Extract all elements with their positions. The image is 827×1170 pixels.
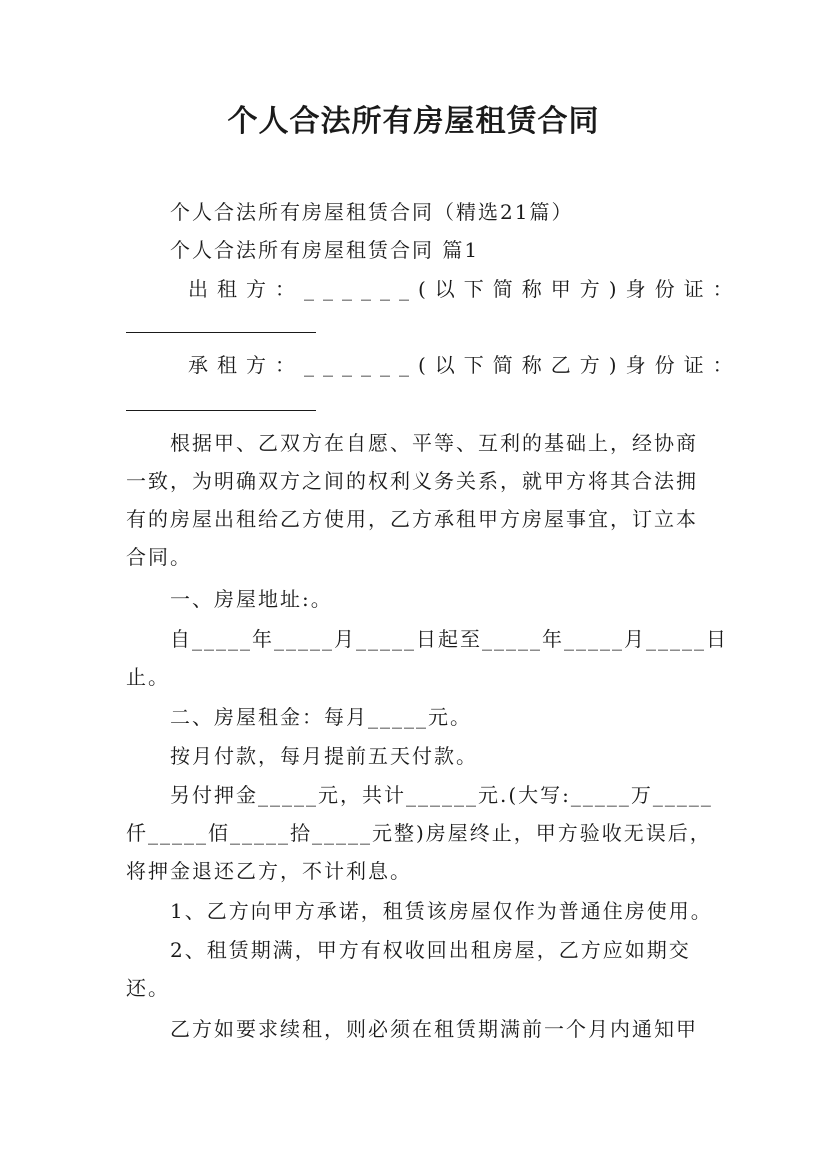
lessee-line: 承租方：______(以下简称乙方)身份证：: [188, 353, 742, 377]
deposit-line-3: 将押金退还乙方，不计利息。: [126, 859, 412, 883]
deposit-line-1: 另付押金_____元，共计______元.(大写:_____万_____: [170, 783, 713, 807]
lease-period-line-2: 止。: [126, 665, 170, 689]
clause-1-heading: 一、房屋地址:。: [170, 587, 333, 611]
lessee-id-underline: [126, 410, 316, 411]
intro-line-3: 有的房屋出租给乙方使用，乙方承租甲方房屋事宜，订立本: [126, 507, 698, 531]
document-title: 个人合法所有房屋租赁合同: [227, 104, 600, 139]
intro-line-2: 一致，为明确双方之间的权利义务关系，就甲方将其合法拥: [126, 469, 698, 493]
lease-period-line-1: 自_____年_____月_____日起至_____年_____月_____日: [170, 627, 728, 651]
renewal-line: 乙方如要求续租，则必须在租赁期满前一个月内通知甲: [170, 1017, 698, 1041]
lessor-id-underline: [126, 332, 316, 333]
clause-2-heading: 二、房屋租金：每月_____元。: [170, 705, 472, 729]
lessor-line: 出租方：______(以下简称甲方)身份证：: [188, 277, 742, 301]
item-2-line-2: 还。: [126, 976, 170, 1000]
item-1: 1、乙方向甲方承诺，租赁该房屋仅作为普通住房使用。: [170, 899, 713, 923]
subtitle: 个人合法所有房屋租赁合同（精选21篇）: [170, 200, 574, 224]
intro-line-1: 根据甲、乙双方在自愿、平等、互利的基础上，经协商: [170, 431, 698, 455]
item-2-line-1: 2、租赁期满，甲方有权收回出租房屋，乙方应如期交: [170, 938, 691, 962]
section-heading: 个人合法所有房屋租赁合同 篇1: [170, 238, 480, 262]
deposit-line-2: 仟_____佰_____拾_____元整)房屋终止，甲方验收无误后，: [126, 821, 712, 845]
intro-line-4: 合同。: [126, 545, 192, 569]
payment-line: 按月付款，每月提前五天付款。: [170, 744, 478, 768]
